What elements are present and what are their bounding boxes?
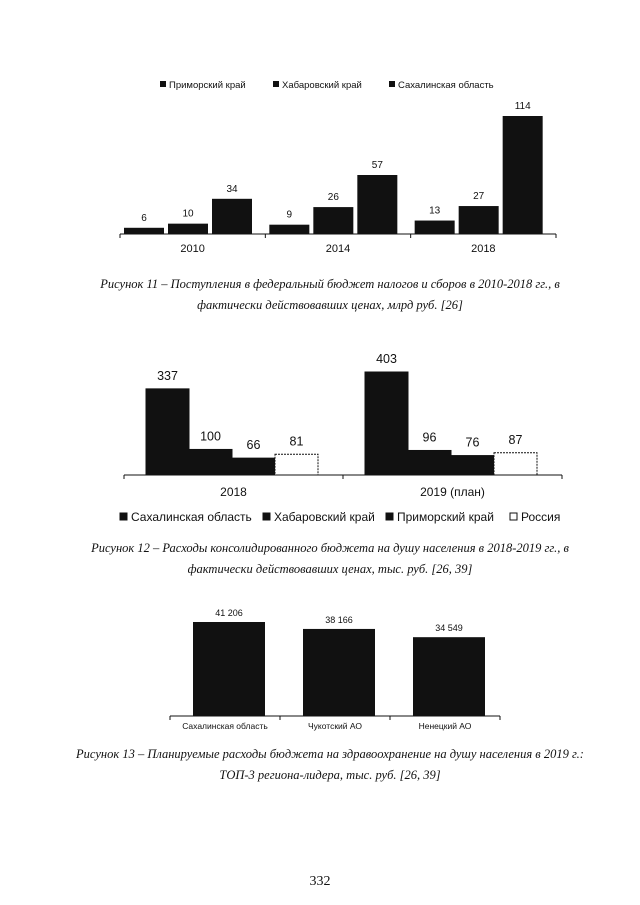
x-tick-label: 2014 — [325, 243, 351, 255]
data-label: 38 166 — [325, 614, 353, 625]
bar — [415, 221, 455, 234]
data-label: 403 — [376, 352, 397, 366]
data-label: 114 — [514, 101, 531, 112]
bar — [189, 449, 232, 475]
legend-swatch — [510, 513, 517, 520]
bar — [232, 458, 275, 475]
legend-swatch — [273, 81, 279, 87]
x-tick-label: 2010 — [180, 243, 205, 255]
bar — [408, 450, 451, 475]
data-label: 76 — [465, 435, 480, 450]
legend-label: Хабаровский край — [282, 80, 362, 91]
bar — [124, 228, 164, 234]
data-label: 81 — [289, 434, 304, 449]
data-label: 100 — [200, 429, 221, 444]
bar — [459, 206, 499, 234]
figure-13-chart — [0, 600, 640, 740]
data-label: 34 — [226, 183, 238, 195]
bar — [357, 175, 397, 234]
x-tick-label: Чукотский АО — [308, 721, 362, 731]
bar — [303, 629, 375, 716]
x-tick-label: Сахалинская область — [182, 721, 268, 731]
data-label: 26 — [327, 192, 339, 204]
x-tick-label: 2018 — [471, 243, 496, 255]
data-label: 66 — [246, 438, 261, 453]
bar — [212, 199, 252, 234]
legend-swatch — [120, 513, 127, 520]
bar — [146, 389, 189, 475]
figure-13-caption: Рисунок 13 – Планируемые расходы бюджета на здравоохранение на душу населения в 2019 г.: ТОП-3 региона-лидера, тыс. руб. [26, 39] — [76, 747, 584, 782]
legend-label: Россия — [521, 510, 561, 524]
x-tick-label: 2018 — [220, 485, 247, 499]
figure-11-caption: Рисунок 11 – Поступления в федеральный бюджет налогов и сборов в 2010-2018 гг., в фактически действовавших ценах, млрд руб. [26] — [100, 277, 560, 312]
data-label: 41 206 — [215, 608, 243, 618]
data-label: 57 — [371, 160, 383, 171]
data-label: 337 — [157, 368, 178, 383]
data-label: 34 549 — [435, 623, 463, 634]
x-tick-label: 2019 (план) — [420, 485, 485, 499]
data-label: 9 — [286, 209, 293, 221]
data-label: 96 — [422, 430, 437, 445]
x-tick-label: Ненецкий АО — [418, 721, 472, 731]
legend-swatch — [263, 513, 270, 520]
data-label: 87 — [508, 432, 523, 447]
figure-11-chart — [0, 70, 640, 260]
data-label: 10 — [182, 208, 194, 220]
bar — [451, 456, 494, 475]
legend-label: Сахалинская область — [398, 80, 494, 91]
page-number: 332 — [309, 874, 331, 889]
bar — [365, 372, 408, 475]
data-label: 13 — [429, 205, 441, 217]
bar — [269, 225, 309, 234]
legend-swatch — [160, 81, 166, 87]
bar — [193, 622, 265, 716]
bar — [168, 224, 208, 234]
legend-label: Приморский край — [169, 80, 246, 91]
bar — [275, 454, 318, 475]
bar — [313, 207, 353, 234]
data-label: 6 — [141, 212, 147, 224]
legend-label: Приморский край — [397, 510, 494, 524]
legend-label: Сахалинская область — [131, 510, 252, 524]
figure-12-caption: Рисунок 12 – Расходы консолидированного бюджета на душу населения в 2018-2019 гг., в фактически действовавших ценах, тыс. руб. [26, 39] — [91, 541, 569, 576]
bar — [503, 116, 543, 234]
legend-swatch — [389, 81, 395, 87]
legend-label: Хабаровский край — [274, 510, 375, 524]
figure-12-chart — [0, 350, 640, 530]
legend-swatch — [386, 513, 393, 520]
bar — [494, 453, 537, 475]
bar — [413, 637, 485, 716]
data-label: 27 — [473, 191, 485, 203]
